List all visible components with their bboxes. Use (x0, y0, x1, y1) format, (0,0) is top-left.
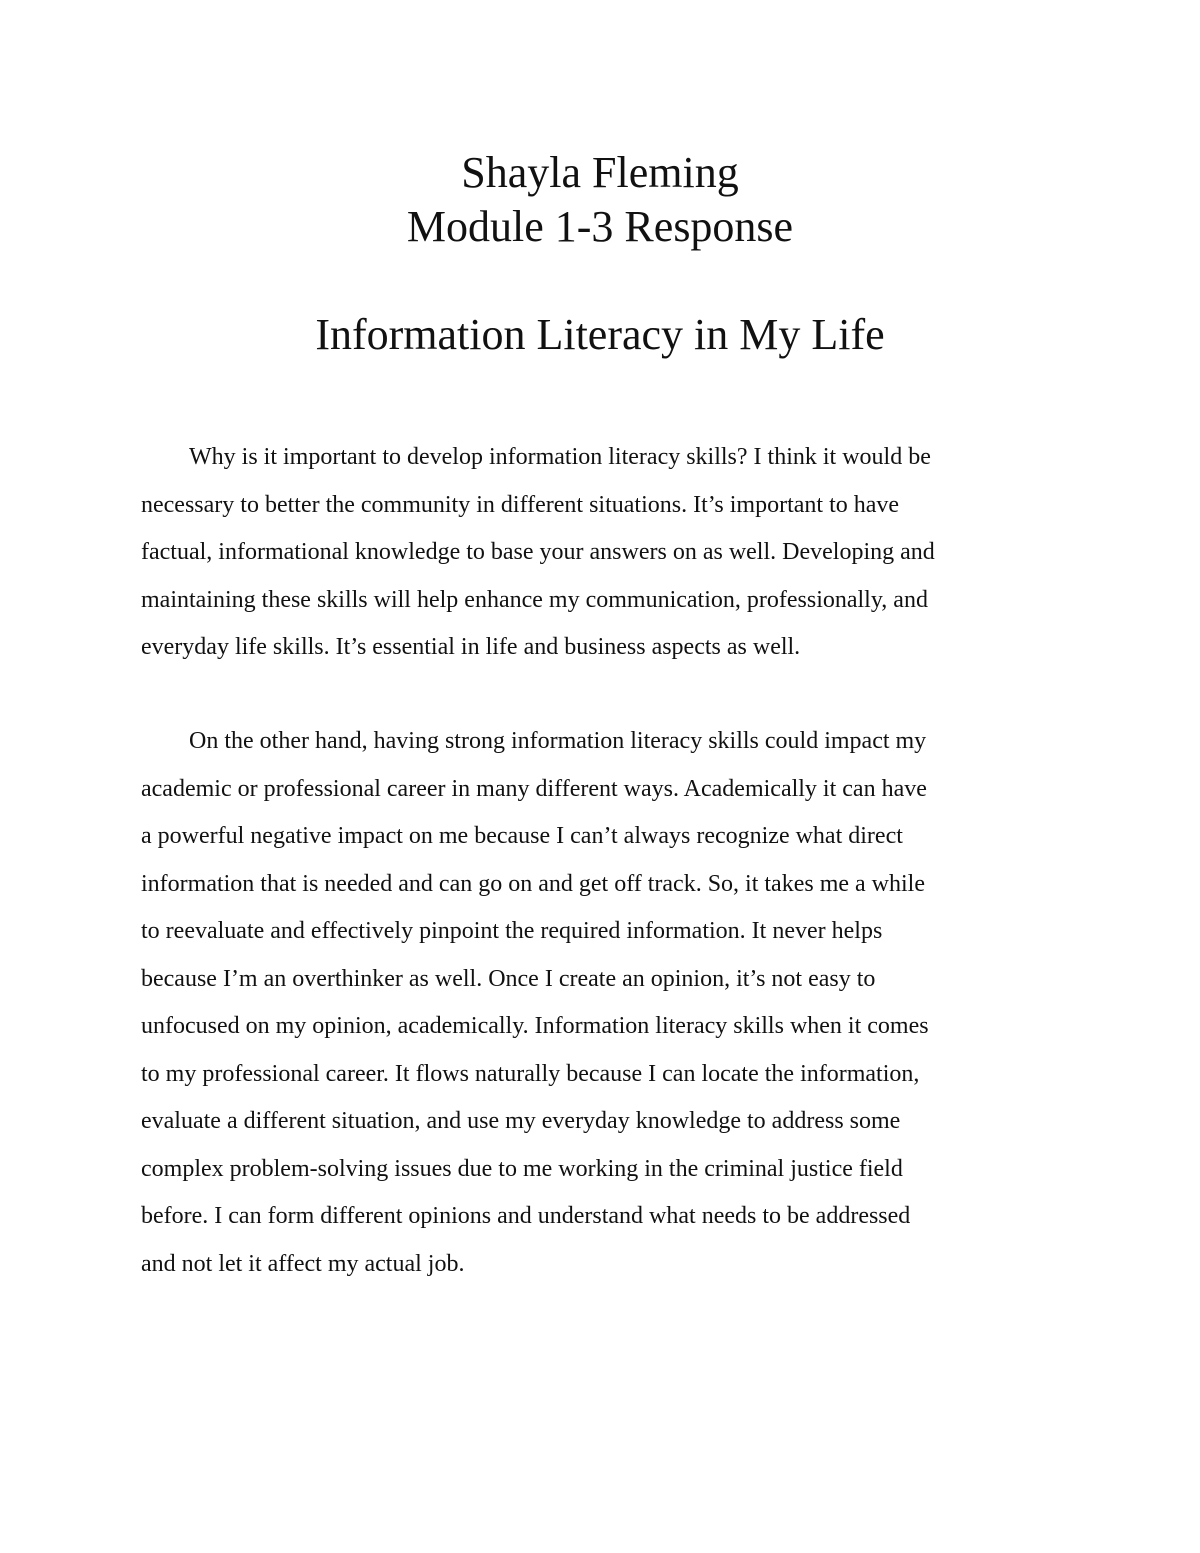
paragraph-line: to my professional career. It flows naturally because I can locate the information, (141, 1060, 920, 1087)
paragraph-line: information that is needed and can go on and get off track. So, it takes me a while (141, 870, 925, 897)
paragraph-line: academic or professional career in many different ways. Academically it can have (141, 775, 927, 802)
author-name: Shayla Fleming (461, 148, 739, 197)
paragraph-line: because I’m an overthinker as well. Once I create an opinion, it’s not easy to (141, 965, 876, 992)
paragraph-line: unfocused on my opinion, academically. Information literacy skills when it comes (141, 1013, 929, 1039)
paragraph-line: necessary to better the community in different situations. It’s important to have (141, 491, 900, 518)
paragraph-line: Why is it important to develop information literacy skills? I think it would be (189, 444, 931, 470)
paragraph-2 (141, 718, 1066, 1288)
paragraph-line: complex problem-solving issues due to me working in the criminal justice field (141, 1155, 903, 1182)
paragraph-line: evaluate a different situation, and use my everyday knowledge to address some (141, 1108, 901, 1134)
paragraph-line: factual, informational knowledge to base your answers on as well. Developing and (141, 539, 935, 565)
paragraph-line: a powerful negative impact on me because I can’t always recognize what direct (141, 823, 903, 849)
module-label: Module 1-3 Response (406, 202, 794, 251)
paragraph-line: before. I can form different opinions and understand what needs to be addressed (141, 1203, 911, 1229)
paragraph-line: On the other hand, having strong information literacy skills could impact my (189, 728, 927, 754)
essay-title: Information Literacy in My Life (315, 310, 885, 359)
paragraph-line: everyday life skills. It’s essential in life and business aspects as well. (141, 634, 801, 660)
paragraph-1 (141, 434, 1066, 672)
paragraph-line: maintaining these skills will help enhance my communication, professionally, and (141, 586, 928, 613)
paragraph-line: and not let it affect my actual job. (141, 1250, 465, 1277)
paragraph-line: to reevaluate and effectively pinpoint the required information. It never helps (141, 918, 883, 944)
